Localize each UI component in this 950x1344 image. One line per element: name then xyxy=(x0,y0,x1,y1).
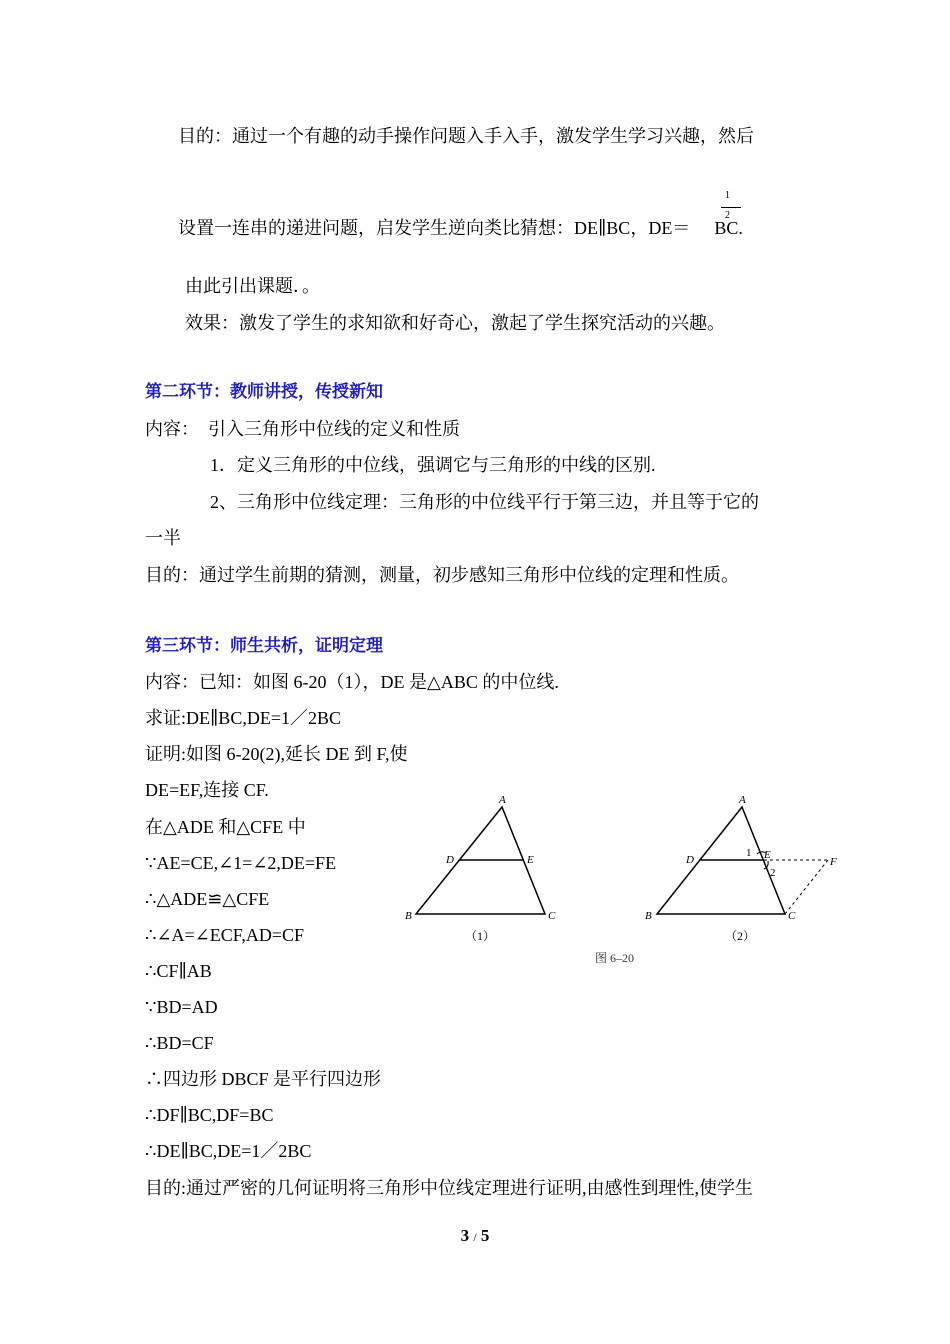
fig1-caption: （1） xyxy=(465,929,496,943)
proof-line: ∴CF∥AB xyxy=(145,961,212,981)
section2-heading: 第二环节：教师讲授，传授新知 xyxy=(145,382,383,402)
proof-line: 目的:通过严密的几何证明将三角形中位线定理进行证明,由感性到理性,使学生 xyxy=(145,1178,753,1198)
proof-line: ∴DF∥BC,DF=BC xyxy=(145,1105,274,1125)
proof-line: 求证:DE∥BC,DE=1／2BC xyxy=(145,708,341,728)
fig1-label-b: B xyxy=(405,910,412,922)
fraction-denominator: 2 xyxy=(725,210,730,221)
page-separator: / xyxy=(473,1230,477,1244)
figure-caption: 图 6–20 xyxy=(595,951,635,965)
proof-line: 证明:如图 6-20(2),延长 DE 到 F,使 xyxy=(145,744,408,764)
section2-item1: 1．定义三角形的中位线，强调它与三角形的中线的区别. xyxy=(210,455,656,475)
proof-line: ∵AE=CE,∠1=∠2,DE=FE xyxy=(145,853,337,873)
section3-heading: 第三环节：师生共析，证明定理 xyxy=(145,636,383,656)
proof-line: 在△ADE 和△CFE 中 xyxy=(145,817,306,837)
page-number xyxy=(0,1226,950,1246)
fig1-label-c: C xyxy=(548,910,556,922)
proof-line: ∴BD=CF xyxy=(145,1033,214,1053)
proof-line: ∴DE∥BC,DE=1／2BC xyxy=(145,1141,312,1161)
para1-line2-text: 设置一连串的递进问题，启发学生逆向类比猜想：DE∥BC，DE＝ xyxy=(178,218,691,238)
section2-item2b: 一半 xyxy=(145,528,181,548)
figure-6-20 xyxy=(395,790,855,980)
fig2-angle-2: 2 xyxy=(770,867,776,879)
page-current: 3 xyxy=(460,1226,470,1245)
section2-purpose: 目的：通过学生前期的猜测，测量，初步感知三角形中位线的定理和性质。 xyxy=(145,565,739,585)
proof-line: ∴四边形 DBCF 是平行四边形 xyxy=(145,1069,382,1089)
para1-line3: 由此引出课题．。 xyxy=(185,276,320,296)
para1-line2 xyxy=(178,216,743,240)
para1-line1: 目的：通过一个有趣的动手操作问题入手入手，激发学生学习兴趣，然后 xyxy=(178,126,754,146)
fig2-label-d: D xyxy=(686,854,694,866)
para1-line2-tail: BC. xyxy=(714,218,743,238)
fig1-label-d: D xyxy=(446,854,454,866)
segment-cf xyxy=(785,860,828,914)
fig2-label-e: E xyxy=(764,849,771,861)
fig2-angle-1: 1 xyxy=(746,847,752,859)
fraction-bar xyxy=(721,207,741,208)
proof-line: ∴△ADE≌△CFE xyxy=(145,889,270,909)
fig2-label-c: C xyxy=(788,910,796,922)
figure-1 xyxy=(416,807,545,914)
proof-line: DE=EF,连接 CF. xyxy=(145,780,269,800)
proof-line: ∴∠A=∠ECF,AD=CF xyxy=(145,925,305,945)
proof-line: 内容：已知：如图 6-20（1），DE 是△ABC 的中位线. xyxy=(145,672,559,692)
fig2-label-a: A xyxy=(739,794,746,806)
para1-line4: 效果：激发了学生的求知欲和好奇心，激起了学生探究活动的兴趣。 xyxy=(185,313,725,333)
fig1-label-e: E xyxy=(527,854,534,866)
section2-item2a: 2、三角形中位线定理：三角形的中位线平行于第三边，并且等于它的 xyxy=(210,492,759,512)
fig2-caption: （2） xyxy=(725,929,756,943)
proof-line: ∵BD=AD xyxy=(145,997,218,1017)
page-total: 5 xyxy=(480,1226,490,1245)
fig2-label-f: F xyxy=(830,856,837,868)
section2-content: 内容： 引入三角形中位线的定义和性质 xyxy=(145,419,460,439)
fraction-numerator: 1 xyxy=(725,190,730,201)
fig2-label-b: B xyxy=(645,910,652,922)
fig1-label-a: A xyxy=(499,794,506,806)
